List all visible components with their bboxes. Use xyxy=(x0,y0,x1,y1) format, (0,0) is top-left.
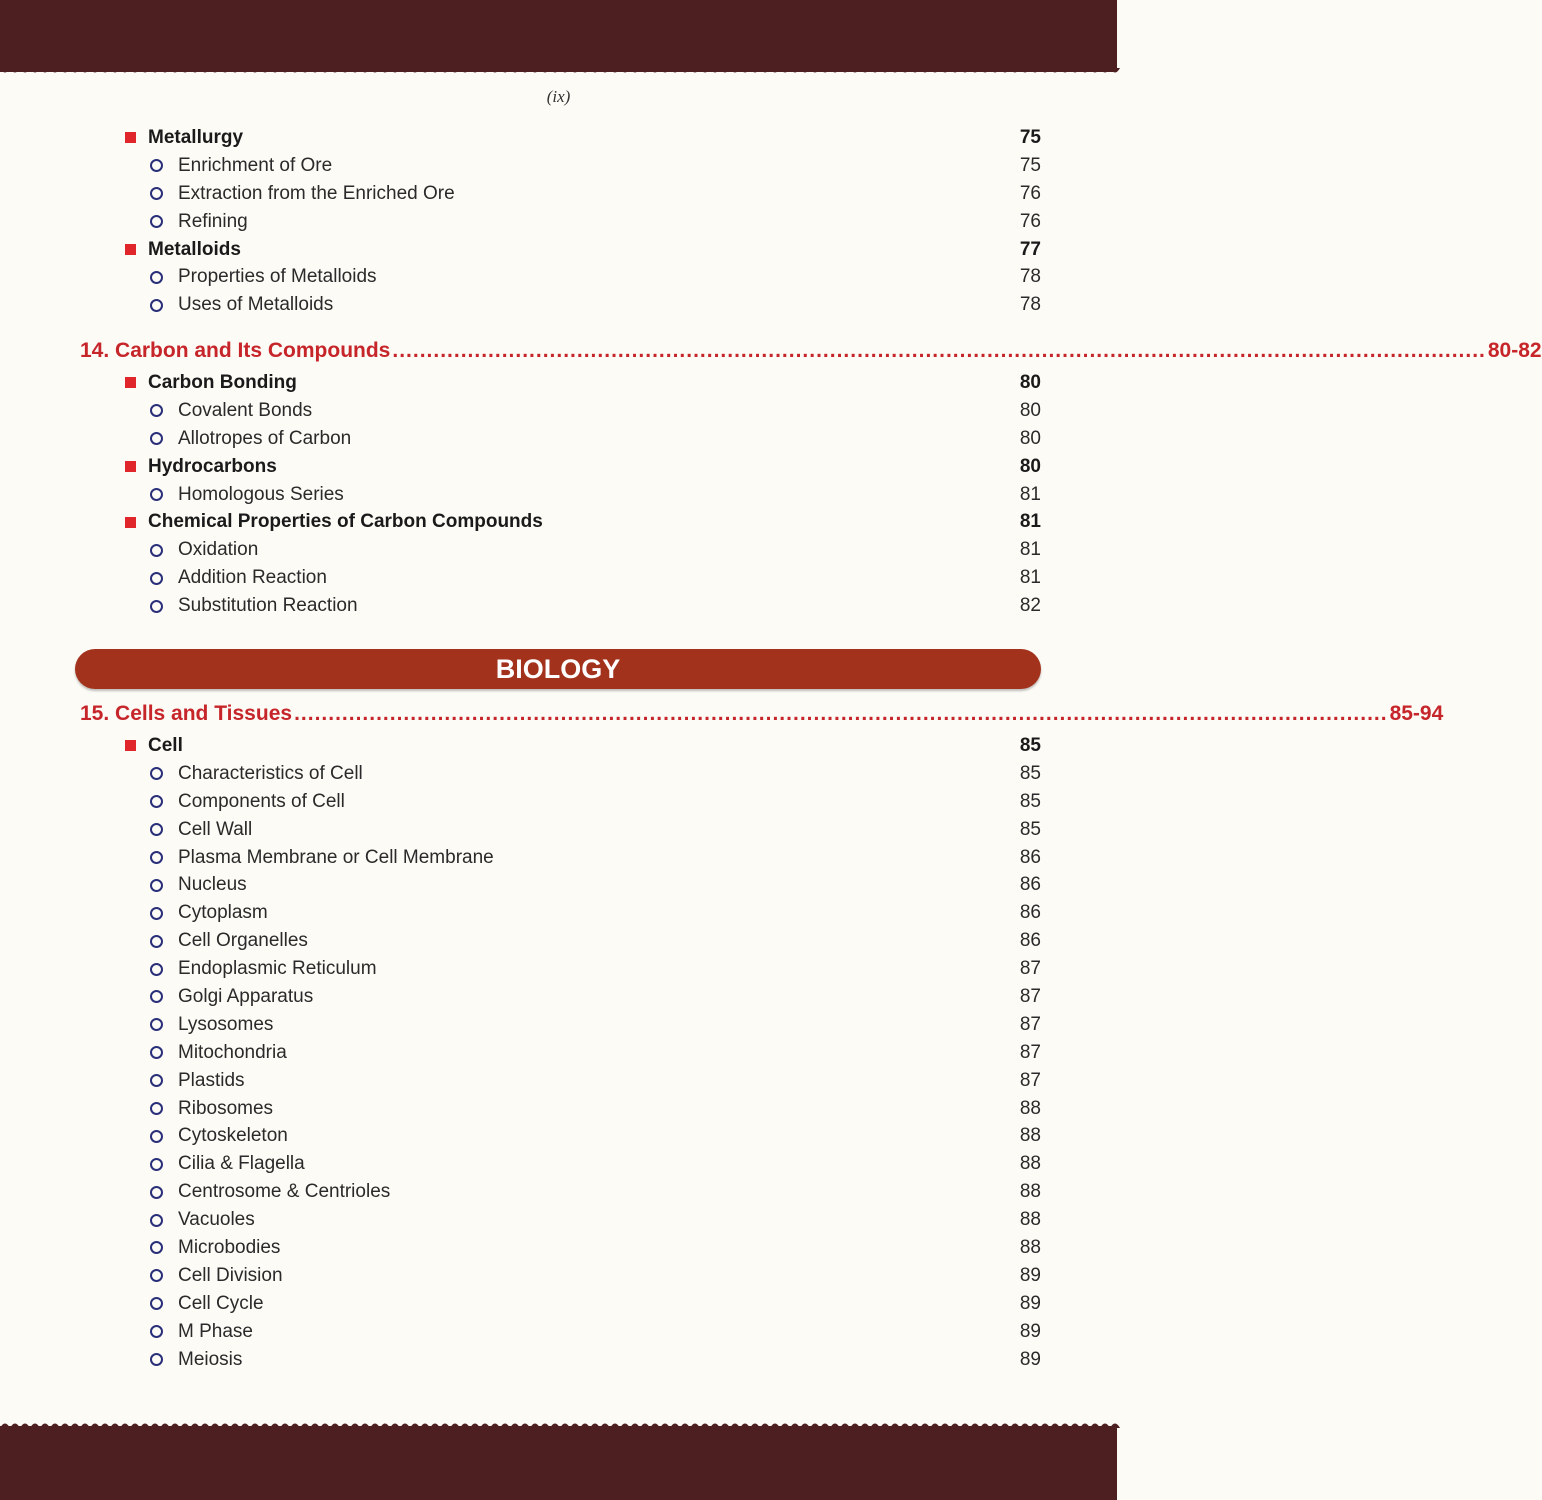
toc-entry-label: Golgi Apparatus xyxy=(178,985,314,1007)
square-bullet-icon xyxy=(125,461,136,472)
toc-entry-page: 86 xyxy=(1019,846,1041,868)
toc-entry-label: Cell Division xyxy=(178,1264,283,1286)
toc-entry-label: Substitution Reaction xyxy=(178,595,358,617)
toc-subtopic-row[interactable] xyxy=(0,1318,1117,1346)
toc-block-cell xyxy=(0,732,1117,1373)
toc-subtopic-row[interactable] xyxy=(0,1346,1117,1374)
circle-bullet-icon xyxy=(150,795,163,808)
toc-subtopic-row[interactable] xyxy=(0,760,1117,788)
toc-entry-page: 85 xyxy=(1019,734,1041,756)
square-bullet-icon xyxy=(125,517,136,528)
toc-entry-label: Cilia & Flagella xyxy=(178,1153,305,1175)
chapter-15-heading[interactable] xyxy=(0,698,1444,730)
toc-subtopic-row[interactable] xyxy=(0,899,1117,927)
toc-entry-page: 76 xyxy=(1019,210,1041,232)
toc-entry-label: Metallurgy xyxy=(148,126,244,148)
toc-subtopic-row[interactable] xyxy=(0,397,1117,425)
toc-entry-page: 78 xyxy=(1019,266,1041,288)
chapter-14-heading[interactable] xyxy=(0,335,1542,367)
circle-bullet-icon xyxy=(150,488,163,501)
toc-subtopic-row[interactable] xyxy=(0,1011,1117,1039)
toc-entry-page: 76 xyxy=(1019,182,1041,204)
toc-entry-page: 81 xyxy=(1019,483,1041,505)
toc-subtopic-row[interactable] xyxy=(0,816,1117,844)
toc-entry-label: Cytoplasm xyxy=(178,902,268,924)
circle-bullet-icon xyxy=(150,299,163,312)
square-bullet-icon xyxy=(125,740,136,751)
circle-bullet-icon xyxy=(150,990,163,1003)
circle-bullet-icon xyxy=(150,963,163,976)
toc-subtopic-row[interactable] xyxy=(0,1262,1117,1290)
toc-entry-label: Cytoskeleton xyxy=(178,1125,288,1147)
toc-topic-row[interactable] xyxy=(0,124,1117,152)
toc-entry-label: Cell Organelles xyxy=(178,930,308,952)
circle-bullet-icon xyxy=(150,1269,163,1282)
circle-bullet-icon xyxy=(150,1046,163,1059)
toc-entry-label: Metalloids xyxy=(148,238,241,260)
toc-entry-label: Addition Reaction xyxy=(178,567,327,589)
toc-subtopic-row[interactable] xyxy=(0,1122,1117,1150)
toc-entry-page: 81 xyxy=(1019,511,1041,533)
toc-block-carbon xyxy=(0,369,1117,620)
circle-bullet-icon xyxy=(150,404,163,417)
circle-bullet-icon xyxy=(150,1241,163,1254)
toc-topic-row[interactable] xyxy=(0,453,1117,481)
toc-subtopic-row[interactable] xyxy=(0,536,1117,564)
toc-entry-label: Characteristics of Cell xyxy=(178,762,363,784)
toc-subtopic-row[interactable] xyxy=(0,1095,1117,1123)
toc-topic-row[interactable] xyxy=(0,369,1117,397)
toc-entry-label: Nucleus xyxy=(178,874,247,896)
circle-bullet-icon xyxy=(150,1353,163,1366)
toc-subtopic-row[interactable] xyxy=(0,425,1117,453)
toc-subtopic-row[interactable] xyxy=(0,152,1117,180)
toc-entry-label: Refining xyxy=(178,210,248,232)
toc-subtopic-row[interactable] xyxy=(0,1206,1117,1234)
toc-topic-row[interactable] xyxy=(0,236,1117,264)
circle-bullet-icon xyxy=(150,935,163,948)
leader-dots: ................................................................................................................................................................ xyxy=(392,339,1486,362)
toc-entry-label: Oxidation xyxy=(178,539,259,561)
toc-entry-label: Carbon Bonding xyxy=(148,371,297,393)
chapter-14-title: 14. Carbon and Its Compounds xyxy=(80,339,391,362)
circle-bullet-icon xyxy=(150,1297,163,1310)
toc-topic-row[interactable] xyxy=(0,508,1117,536)
circle-bullet-icon xyxy=(150,907,163,920)
toc-subtopic-row[interactable] xyxy=(0,871,1117,899)
toc-entry-label: Plasma Membrane or Cell Membrane xyxy=(178,846,494,868)
toc-entry-label: Microbodies xyxy=(178,1236,281,1258)
toc-entry-page: 87 xyxy=(1019,1069,1041,1091)
toc-entry-page: 86 xyxy=(1019,902,1041,924)
toc-subtopic-row[interactable] xyxy=(0,180,1117,208)
toc-entry-label: Hydrocarbons xyxy=(148,455,277,477)
toc-subtopic-row[interactable] xyxy=(0,291,1117,319)
toc-subtopic-row[interactable] xyxy=(0,927,1117,955)
circle-bullet-icon xyxy=(150,879,163,892)
toc-entry-page: 89 xyxy=(1019,1264,1041,1286)
toc-entry-label: Cell xyxy=(148,734,183,756)
toc-entry-page: 85 xyxy=(1019,790,1041,812)
header-scallop-edge xyxy=(0,68,1117,76)
chapter-14-pages: 80-82 xyxy=(1487,339,1542,362)
toc-entry-label: Components of Cell xyxy=(178,790,345,812)
toc-entry-label: Endoplasmic Reticulum xyxy=(178,958,377,980)
circle-bullet-icon xyxy=(150,600,163,613)
toc-entry-label: Homologous Series xyxy=(178,483,344,505)
toc-entry-page: 80 xyxy=(1019,455,1041,477)
toc-subtopic-row[interactable] xyxy=(0,1150,1117,1178)
toc-entry-page: 89 xyxy=(1019,1292,1041,1314)
section-banner-biology: BIOLOGY xyxy=(75,649,1041,689)
toc-subtopic-row[interactable] xyxy=(0,788,1117,816)
toc-entry-label: Uses of Metalloids xyxy=(178,294,334,316)
circle-bullet-icon xyxy=(150,544,163,557)
circle-bullet-icon xyxy=(150,851,163,864)
leader-dots: ................................................................................................................................................................ xyxy=(294,702,1388,725)
chapter-15-pages: 85-94 xyxy=(1389,702,1444,725)
toc-subtopic-row[interactable] xyxy=(0,263,1117,291)
toc-entry-label: Lysosomes xyxy=(178,1013,274,1035)
circle-bullet-icon xyxy=(150,1102,163,1115)
circle-bullet-icon xyxy=(150,215,163,228)
toc-topic-row[interactable] xyxy=(0,732,1117,760)
toc-entry-label: Mitochondria xyxy=(178,1041,287,1063)
toc-entry-label: Enrichment of Ore xyxy=(178,154,333,176)
toc-subtopic-row[interactable] xyxy=(0,208,1117,236)
toc-entry-page: 88 xyxy=(1019,1153,1041,1175)
toc-entry-page: 85 xyxy=(1019,762,1041,784)
toc-entry-page: 89 xyxy=(1019,1348,1041,1370)
toc-entry-label: Meiosis xyxy=(178,1348,243,1370)
toc-entry-page: 88 xyxy=(1019,1181,1041,1203)
circle-bullet-icon xyxy=(150,1214,163,1227)
toc-entry-page: 75 xyxy=(1019,154,1041,176)
toc-entry-page: 86 xyxy=(1019,930,1041,952)
toc-entry-page: 75 xyxy=(1019,126,1041,148)
chapter-15-title: 15. Cells and Tissues xyxy=(80,702,293,725)
circle-bullet-icon xyxy=(150,823,163,836)
toc-subtopic-row[interactable] xyxy=(0,1178,1117,1206)
toc-entry-label: Allotropes of Carbon xyxy=(178,427,352,449)
toc-entry-page: 81 xyxy=(1019,539,1041,561)
circle-bullet-icon xyxy=(150,572,163,585)
toc-subtopic-row[interactable] xyxy=(0,1234,1117,1262)
toc-subtopic-row[interactable] xyxy=(0,564,1117,592)
toc-entry-page: 87 xyxy=(1019,1013,1041,1035)
toc-entry-label: M Phase xyxy=(178,1320,253,1342)
circle-bullet-icon xyxy=(150,1186,163,1199)
toc-entry-page: 80 xyxy=(1019,399,1041,421)
toc-entry-page: 86 xyxy=(1019,874,1041,896)
circle-bullet-icon xyxy=(150,1130,163,1143)
toc-entry-label: Centrosome & Centrioles xyxy=(178,1181,391,1203)
toc-entry-page: 87 xyxy=(1019,985,1041,1007)
square-bullet-icon xyxy=(125,132,136,143)
toc-entry-page: 88 xyxy=(1019,1097,1041,1119)
toc-subtopic-row[interactable] xyxy=(0,592,1117,620)
toc-entry-label: Covalent Bonds xyxy=(178,399,313,421)
toc-subtopic-row[interactable] xyxy=(0,1067,1117,1095)
toc-entry-page: 89 xyxy=(1019,1320,1041,1342)
toc-subtopic-row[interactable] xyxy=(0,844,1117,872)
circle-bullet-icon xyxy=(150,1074,163,1087)
toc-entry-page: 78 xyxy=(1019,294,1041,316)
circle-bullet-icon xyxy=(150,271,163,284)
toc-entry-page: 85 xyxy=(1019,818,1041,840)
toc-entry-label: Properties of Metalloids xyxy=(178,266,377,288)
circle-bullet-icon xyxy=(150,767,163,780)
toc-entry-page: 87 xyxy=(1019,958,1041,980)
square-bullet-icon xyxy=(125,244,136,255)
toc-entry-label: Extraction from the Enriched Ore xyxy=(178,182,455,204)
circle-bullet-icon xyxy=(150,1325,163,1338)
circle-bullet-icon xyxy=(150,1158,163,1171)
toc-entry-label: Chemical Properties of Carbon Compounds xyxy=(148,511,543,533)
toc-subtopic-row[interactable] xyxy=(0,955,1117,983)
toc-subtopic-row[interactable] xyxy=(0,1290,1117,1318)
circle-bullet-icon xyxy=(150,159,163,172)
toc-entry-label: Ribosomes xyxy=(178,1097,274,1119)
toc-subtopic-row[interactable] xyxy=(0,1039,1117,1067)
toc-entry-label: Cell Cycle xyxy=(178,1292,264,1314)
footer-band xyxy=(0,1426,1117,1500)
toc-entry-page: 88 xyxy=(1019,1236,1041,1258)
circle-bullet-icon xyxy=(150,432,163,445)
toc-entry-page: 82 xyxy=(1019,595,1041,617)
toc-entry-label: Cell Wall xyxy=(178,818,253,840)
toc-subtopic-row[interactable] xyxy=(0,481,1117,509)
toc-entry-label: Plastids xyxy=(178,1069,245,1091)
header-band xyxy=(0,0,1117,72)
toc-entry-page: 80 xyxy=(1019,427,1041,449)
circle-bullet-icon xyxy=(150,1018,163,1031)
toc-subtopic-row[interactable] xyxy=(0,983,1117,1011)
toc-entry-page: 80 xyxy=(1019,371,1041,393)
square-bullet-icon xyxy=(125,377,136,388)
toc-block-metallurgy xyxy=(0,124,1117,319)
circle-bullet-icon xyxy=(150,187,163,200)
toc-entry-page: 87 xyxy=(1019,1041,1041,1063)
toc-entry-page: 81 xyxy=(1019,567,1041,589)
toc-entry-page: 77 xyxy=(1019,238,1041,260)
toc-entry-label: Vacuoles xyxy=(178,1209,255,1231)
page-number: (ix) xyxy=(546,87,571,106)
toc-entry-page: 88 xyxy=(1019,1209,1041,1231)
toc-entry-page: 88 xyxy=(1019,1125,1041,1147)
